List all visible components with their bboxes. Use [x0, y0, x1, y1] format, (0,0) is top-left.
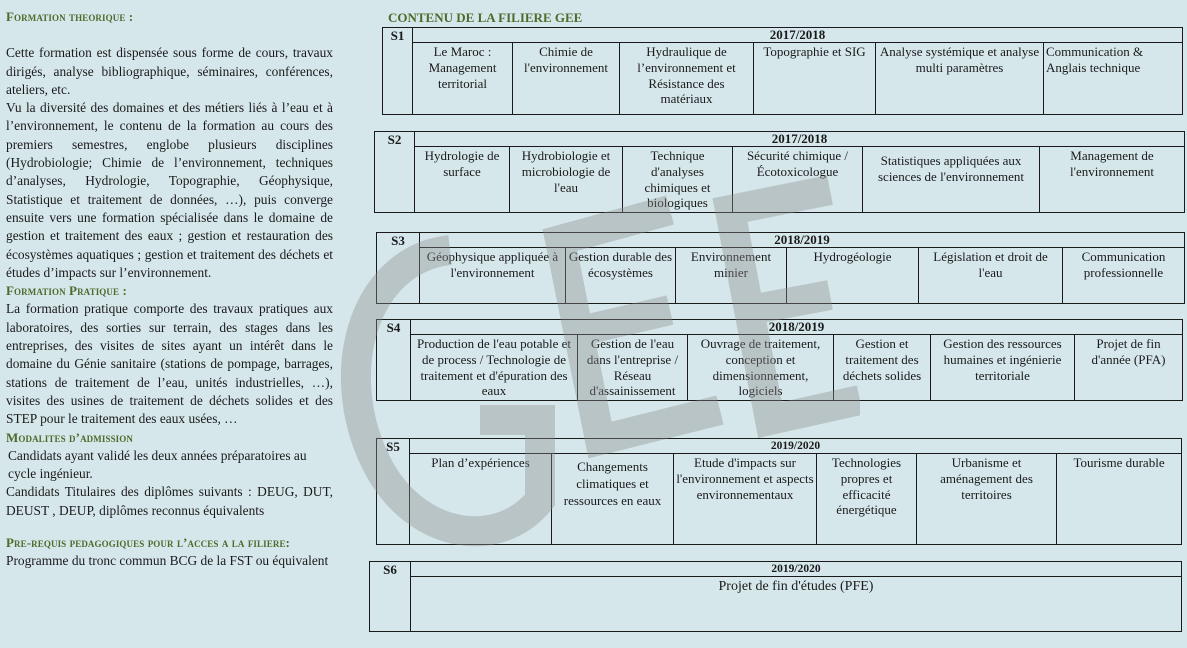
theory-paragraph: Cette formation est dispensée sous forme de cours, travaux dirigés, analyse bibliographique, séminaires, conférences, ateliers, etc.	[6, 45, 333, 97]
course-cell: Statistiques appliquées aux sciences de l'environnement	[863, 147, 1040, 213]
semester-year: 2018/2019	[420, 233, 1185, 248]
semester-year: 2018/2019	[411, 320, 1183, 335]
course-cell: Technologies propres et efficacité énergétique	[817, 454, 917, 545]
course-cell: Projet de fin d'études (PFE)	[411, 577, 1182, 632]
semester-table-s3	[376, 232, 1185, 304]
course-cell: Hydrobiologie et microbiologie de l'eau	[510, 147, 623, 213]
course-cell: Changements climatiques et ressources en eaux	[552, 454, 674, 545]
admission-heading: Modalites d’admission	[6, 429, 133, 445]
course-cell: Hydrologie de surface	[415, 147, 510, 213]
prereq-text: Programme du tronc commun BCG de la FST ou équivalent	[6, 553, 329, 569]
course-cell: Gestion de l'eau dans l'entreprise / Réseau d'assainissement	[578, 335, 688, 401]
course-cell: Etude d'impacts sur l'environnement et aspects environnementaux	[674, 454, 817, 545]
course-cell: Chimie de l'environnement	[513, 43, 620, 115]
course-cell: Communication & Anglais technique	[1044, 43, 1183, 115]
semester-table-s2	[374, 131, 1185, 213]
course-cell: Hydraulique de l’environnement et Résistance des matériaux	[620, 43, 754, 115]
course-cell: Topographie et SIG	[754, 43, 876, 115]
course-cell: Environnement minier	[676, 248, 787, 304]
admission-line-2: Candidats Titulaires des diplômes suivants : DEUG, DUT, DEUST , DEUP, diplômes reconnus équivalents	[6, 484, 333, 518]
contenu-title: CONTENU DE LA FILIERE GEE	[388, 10, 583, 25]
semester-label: S5	[377, 439, 410, 545]
course-cell: Production de l'eau potable et de process / Technologie de traitement et d'épuration des eaux	[411, 335, 578, 401]
practice-paragraph: La formation pratique comporte des travaux pratiques aux laboratoires, des sorties sur terrain, des stages dans les entreprises, des visites de sites ayant un intérêt dans le domaine du Génie sanitaire (stations de pompage, barrages, stations de traitement de l’eau, unités industrielles, …), visites des usines de traitement de déchets solides et des STEP pour le traitement des eaux usées, …	[6, 301, 333, 427]
semester-year: 2019/2020	[411, 562, 1182, 577]
prereq-block	[6, 534, 333, 571]
semester-label: S3	[377, 233, 420, 304]
course-cell: Analyse systémique et analyse multi paramètres	[876, 43, 1044, 115]
course-cell: Sécurité chimique / Écotoxicologue	[733, 147, 863, 213]
semester-label: S6	[370, 562, 411, 632]
semester-table-s4	[376, 319, 1183, 401]
course-cell: Législation et droit de l'eau	[919, 248, 1063, 304]
course-cell: Le Maroc : Management territorial	[413, 43, 513, 115]
course-cell: Communication professionnelle	[1063, 248, 1185, 304]
semester-table-s5	[376, 438, 1182, 545]
course-cell: Gestion et traitement des déchets solides	[834, 335, 931, 401]
semester-year: 2019/2020	[410, 439, 1182, 454]
semester-label: S2	[375, 132, 415, 213]
admission-line-1: Candidats ayant validé les deux années préparatoires au cycle ingénieur.	[8, 447, 307, 482]
semester-table-s6	[369, 561, 1182, 632]
course-cell: Tourisme durable	[1057, 454, 1182, 545]
course-cell: Management de l'environnement	[1040, 147, 1185, 213]
semester-year: 2017/2018	[413, 28, 1183, 43]
course-cell: Gestion des ressources humaines et ingénierie territoriale	[931, 335, 1075, 401]
semester-year: 2017/2018	[415, 132, 1185, 147]
course-cell: Urbanisme et aménagement des territoires	[917, 454, 1057, 545]
course-cell: Projet de fin d'année (PFA)	[1075, 335, 1183, 401]
practice-heading: Formation Pratique :	[6, 283, 127, 299]
prereq-heading: Pre-requis pedagogiques pour l’acces a la filiere:	[6, 535, 290, 551]
course-cell: Gestion durable des écosystèmes	[566, 248, 676, 304]
course-cell: Technique d'analyses chimiques et biologiques	[623, 147, 733, 213]
course-cell: Géophysique appliquée à l'environnement	[420, 248, 566, 304]
theory-heading: Formation theorique :	[6, 9, 134, 24]
semester-label: S4	[377, 320, 411, 401]
course-cell: Hydrogéologie	[787, 248, 919, 304]
semester-table-s1	[382, 27, 1183, 115]
course-cell: Plan d’expériences	[410, 454, 552, 545]
left-column	[6, 8, 333, 571]
semester-label: S1	[383, 28, 413, 115]
diversity-paragraph: Vu la diversité des domaines et des métiers liés à l’eau et à l’environnement, le contenu de la formation au cours des premiers semestres, englobe plusieurs disciplines (Hydrobiologie; Chimie de l’environnement, techniques d’analyses, Hydrologie, Topographie, Géophysique, Statistique et traitement de données, …), puis converge ensuite vers une formation spécialisée dans le domaine de gestion et traitement des eaux ; gestion et restauration des écosystèmes aquatiques ; gestion et traitement des déchets et études d’impacts sur l’environnement.	[6, 100, 333, 280]
course-cell: Ouvrage de traitement, conception et dimensionnement, logiciels	[688, 335, 834, 401]
